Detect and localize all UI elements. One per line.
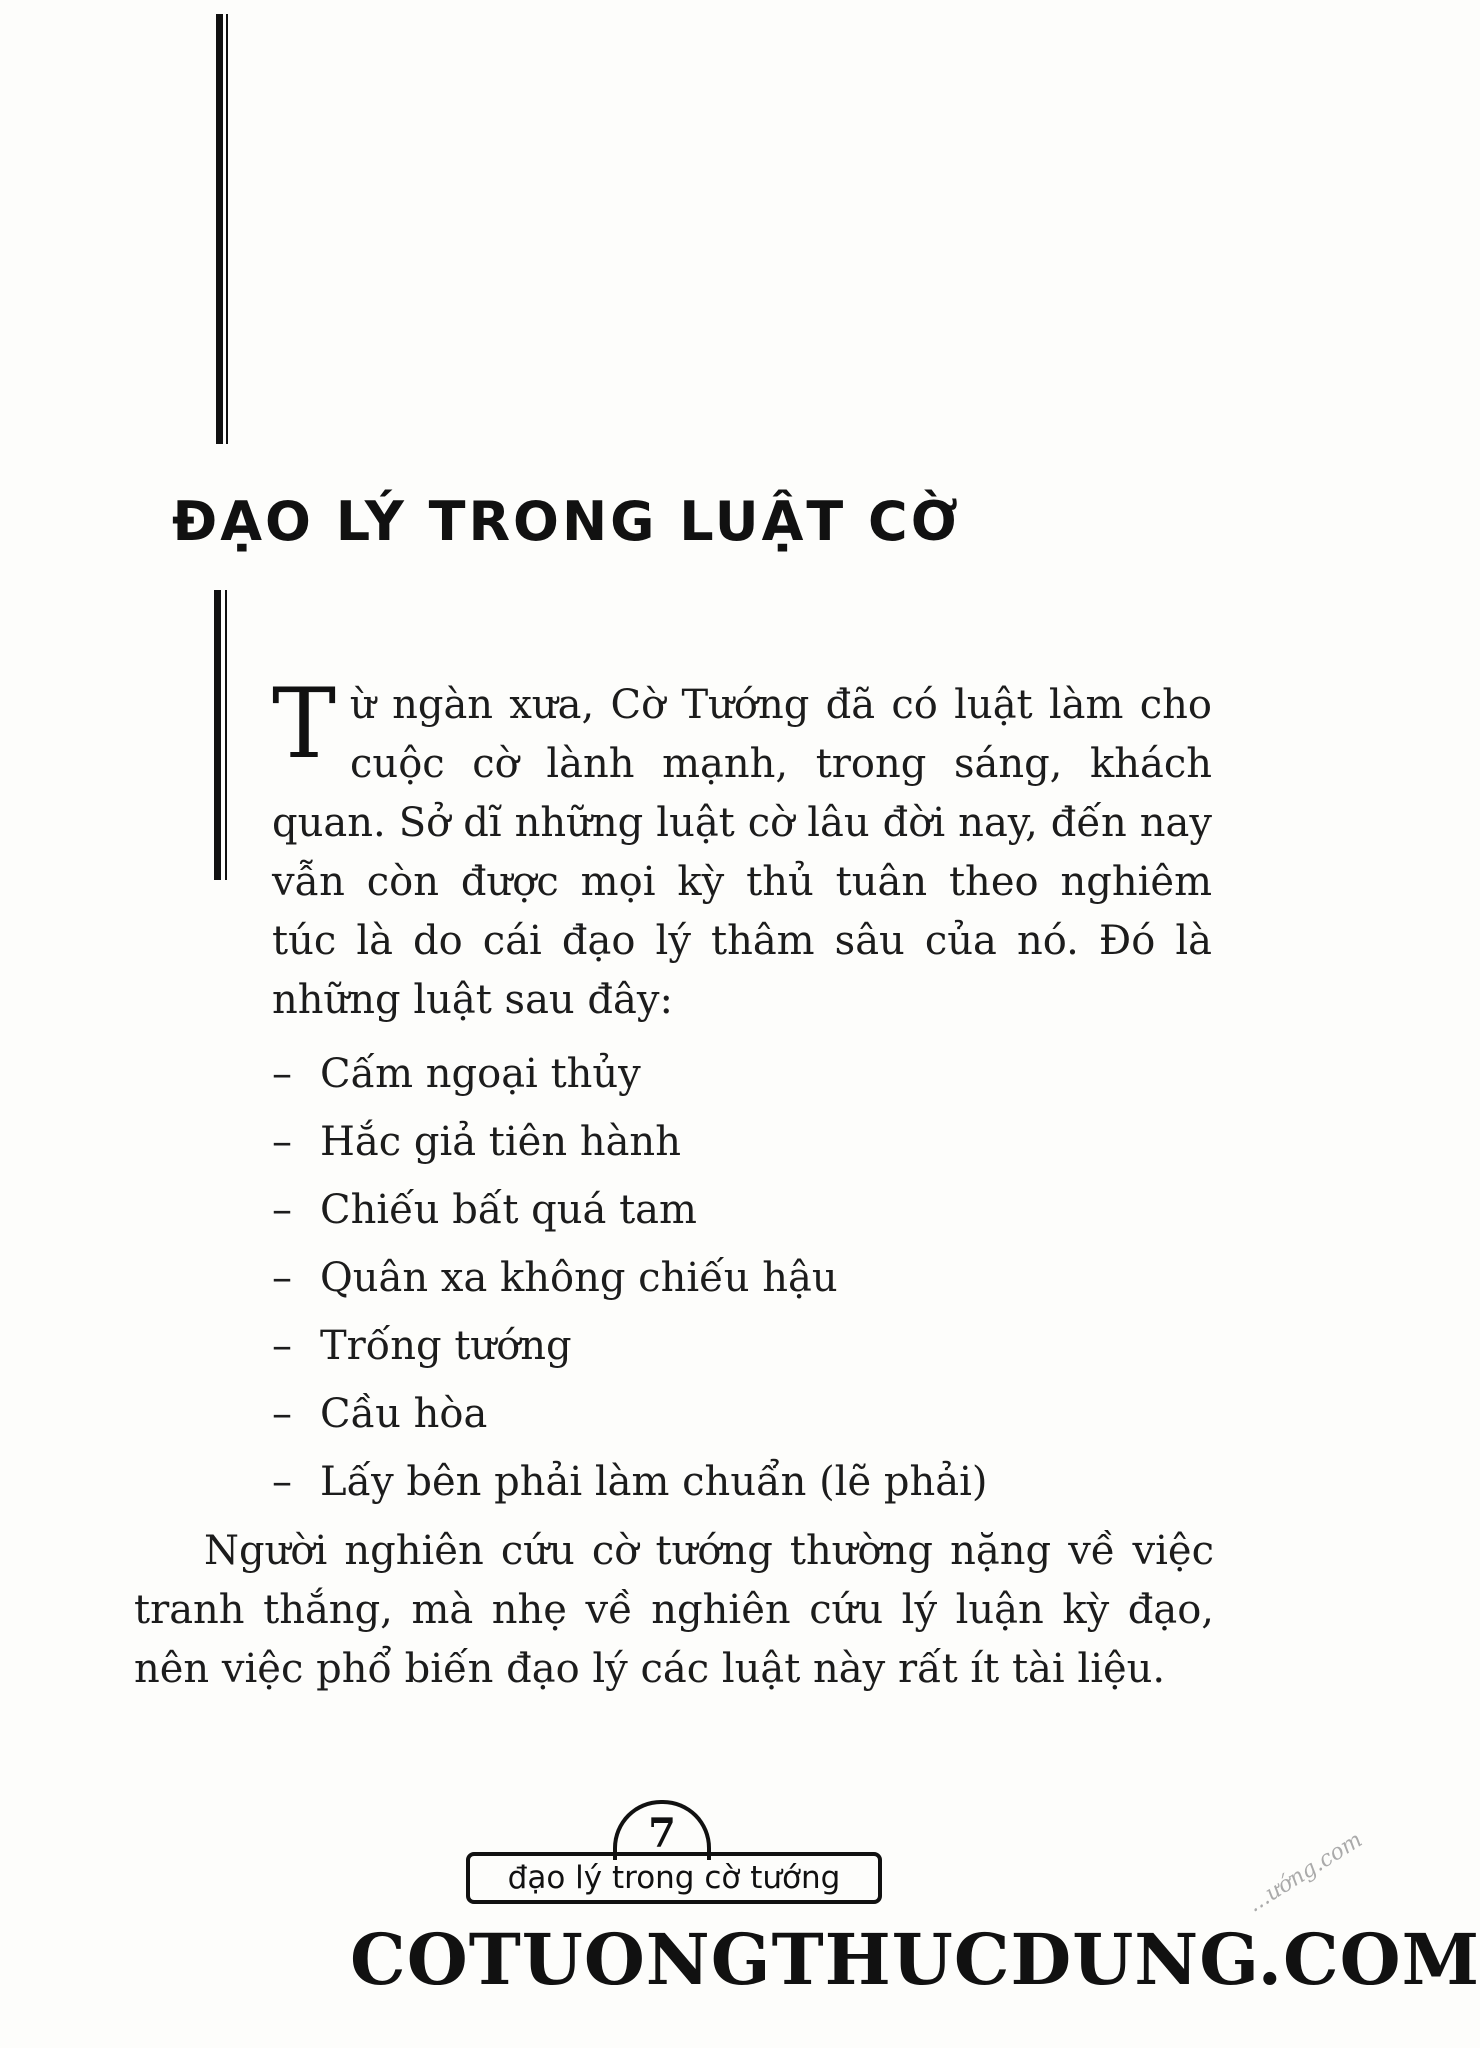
intro-paragraph-text: ừ ngàn xưa, Cờ Tướng đã có luật làm cho cuộc cờ lành mạnh, trong sáng, khách quan. Sở dĩ những luật cờ lâu đời nay, đến nay vẫn còn được mọi kỳ thủ tuân theo nghiêm túc là do cái đạo lý thâm sâu của nó. Đó là những luật sau đây:	[272, 682, 1212, 1023]
running-footer-book-title: đạo lý trong cờ tướng	[466, 1852, 882, 1904]
decorative-vertical-bar-mid	[214, 590, 221, 880]
rule-item	[272, 1176, 987, 1244]
decorative-vertical-bar-top	[216, 14, 223, 444]
rule-text: Hắc giả tiên hành	[320, 1119, 681, 1165]
page-number: 7	[613, 1800, 711, 1860]
rule-text: Chiếu bất quá tam	[320, 1187, 697, 1233]
bullet-dash: –	[272, 1187, 292, 1233]
intro-paragraph	[272, 668, 1212, 1030]
corner-watermark: ...ướng.com	[1243, 1827, 1367, 1918]
rule-text: Cấm ngoại thủy	[320, 1051, 641, 1097]
site-watermark: COTUONGTHUCDUNG.COM	[350, 1918, 1480, 2001]
rules-list	[272, 1040, 987, 1516]
rule-item	[272, 1448, 987, 1516]
bullet-dash: –	[272, 1391, 292, 1437]
drop-cap: T	[272, 668, 337, 780]
rule-text: Cầu hòa	[320, 1391, 488, 1437]
bullet-dash: –	[272, 1323, 292, 1369]
bullet-dash: –	[272, 1459, 292, 1505]
rule-item	[272, 1244, 987, 1312]
closing-paragraph: Người nghiên cứu cờ tướng thường nặng về việc tranh thắng, mà nhẹ về nghiên cứu lý luận kỳ đạo, nên việc phổ biến đạo lý các luật này rất ít tài liệu.	[134, 1528, 1214, 1692]
decorative-vertical-bar-mid-thin	[225, 590, 227, 880]
bullet-dash: –	[272, 1051, 292, 1097]
rule-text: Lấy bên phải làm chuẩn (lẽ phải)	[320, 1459, 988, 1505]
rule-item	[272, 1312, 987, 1380]
rule-item	[272, 1108, 987, 1176]
decorative-vertical-bar-top-thin	[226, 14, 228, 444]
rule-text: Trống tướng	[320, 1323, 572, 1369]
rule-item	[272, 1380, 987, 1448]
chapter-heading: ĐẠO LÝ TRONG LUẬT CỜ	[172, 490, 961, 553]
bullet-dash: –	[272, 1255, 292, 1301]
rule-text: Quân xa không chiếu hậu	[320, 1255, 838, 1301]
bullet-dash: –	[272, 1119, 292, 1165]
rule-item	[272, 1040, 987, 1108]
